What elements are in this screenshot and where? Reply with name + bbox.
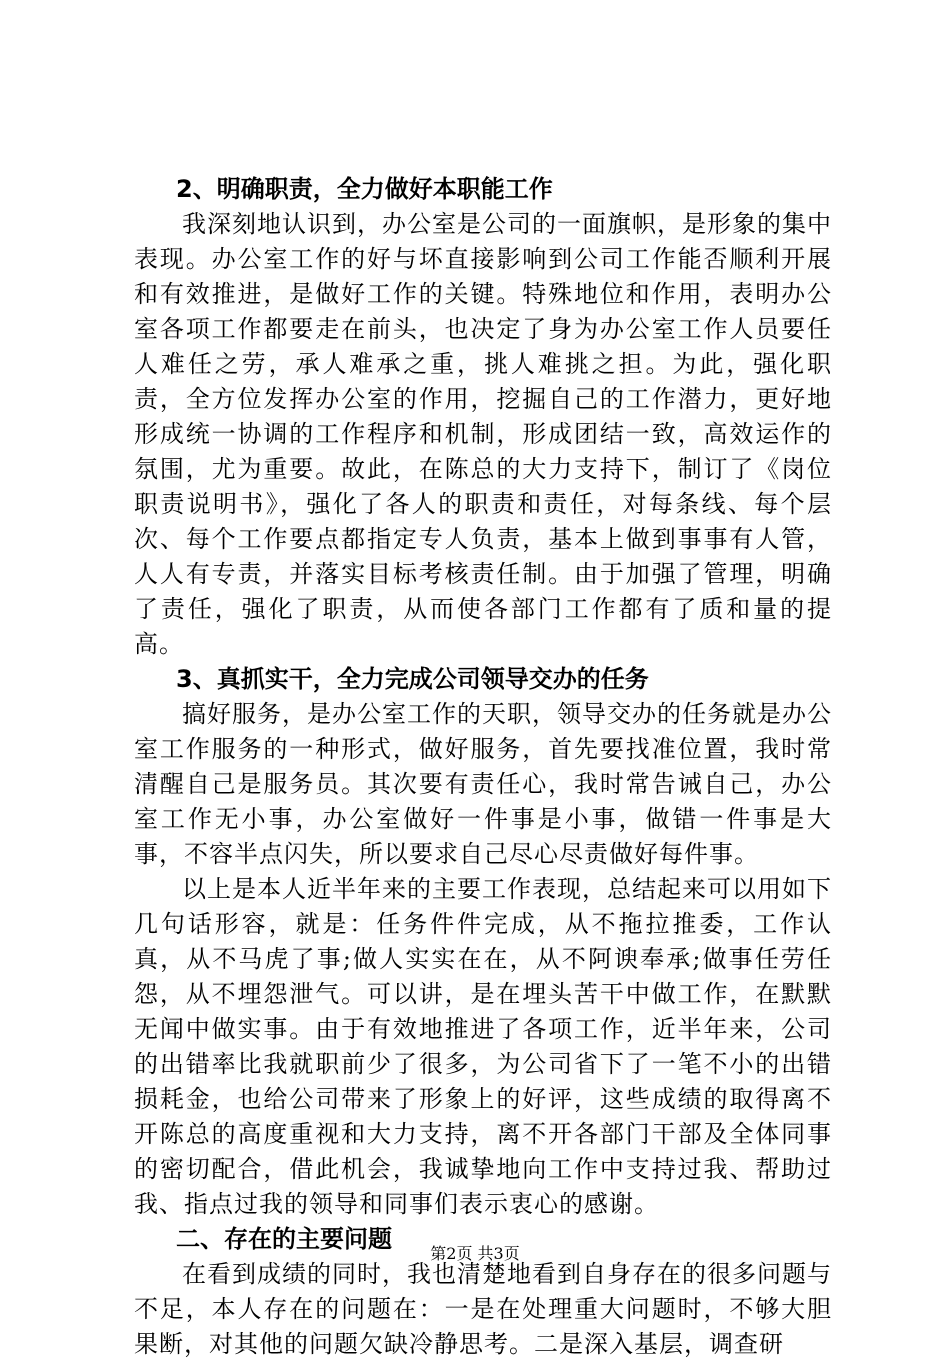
- paragraph-service: 搞好服务，是办公室工作的天职，领导交办的任务就是办公室工作服务的一种形式，做好服务，首先要找准位置，我时常清醒自己是服务员。其次要有责任心，我时常告诫自己，办公室工作无小事，办公室做好一件事是小事，做错一件事是大事，不容半点闪失，所以要求自己尽心尽责做好每件事。: [134, 700, 832, 868]
- paragraph-responsibilities: 我深刻地认识到，办公室是公司的一面旗帜，是形象的集中表现。办公室工作的好与坏直接影响到公司工作能否顺利开展和有效推进，是做好工作的关键。特殊地位和作用，表明办公室各项工作都要走在前头，也决定了身为办公室工作人员要任人难任之劳，承人难承之重，挑人难挑之担。为此，强化职责，全方位发挥办公室的作用，挖掘自己的工作潜力，更好地形成统一协调的工作程序和机制，形成团结一致，高效运作的氛围，尤为重要。故此，在陈总的大力支持下，制订了《岗位职责说明书》，强化了各人的职责和责任，对每条线、每个层次、每个工作要点都指定专人负责，基本上做到事事有人管，人人有专责，并落实目标考核责任制。由于加强了管理，明确了责任，强化了职责，从而使各部门工作都有了质和量的提高。: [134, 210, 832, 658]
- section-heading-tasks: 3、真抓实干，全力完成公司领导交办的任务: [176, 665, 649, 693]
- section-heading-problems: 二、存在的主要问题: [176, 1225, 392, 1253]
- page-number-footer: 第2页 共3页: [430, 1244, 520, 1263]
- document-body: [134, 172, 832, 1362]
- section-heading-responsibilities: 2、明确职责，全力做好本职能工作: [176, 175, 553, 203]
- paragraph-summary: 以上是本人近半年来的主要工作表现，总结起来可以用如下几句话形容，就是：任务件件完成，从不拖拉推委，工作认真，从不马虎了事;做人实实在在，从不阿谀奉承;做事任劳任怨，从不埋怨泄气。可以讲，是在埋头苦干中做工作，在默默无闻中做实事。由于有效地推进了各项工作，近半年来，公司的出错率比我就职前少了很多，为公司省下了一笔不小的出错损耗金，也给公司带来了形象上的好评，这些成绩的取得离不开陈总的高度重视和大力支持，离不开各部门干部及全体同事的密切配合，借此机会，我诚挚地向工作中支持过我、帮助过我、指点过我的领导和同事们表示衷心的感谢。: [134, 875, 832, 1218]
- paragraph-problems: 在看到成绩的同时，我也清楚地看到自身存在的很多问题与不足，本人存在的问题在：一是在处理重大问题时，不够大胆果断，对其他的问题欠缺冷静思考。二是深入基层，调查研: [134, 1260, 832, 1358]
